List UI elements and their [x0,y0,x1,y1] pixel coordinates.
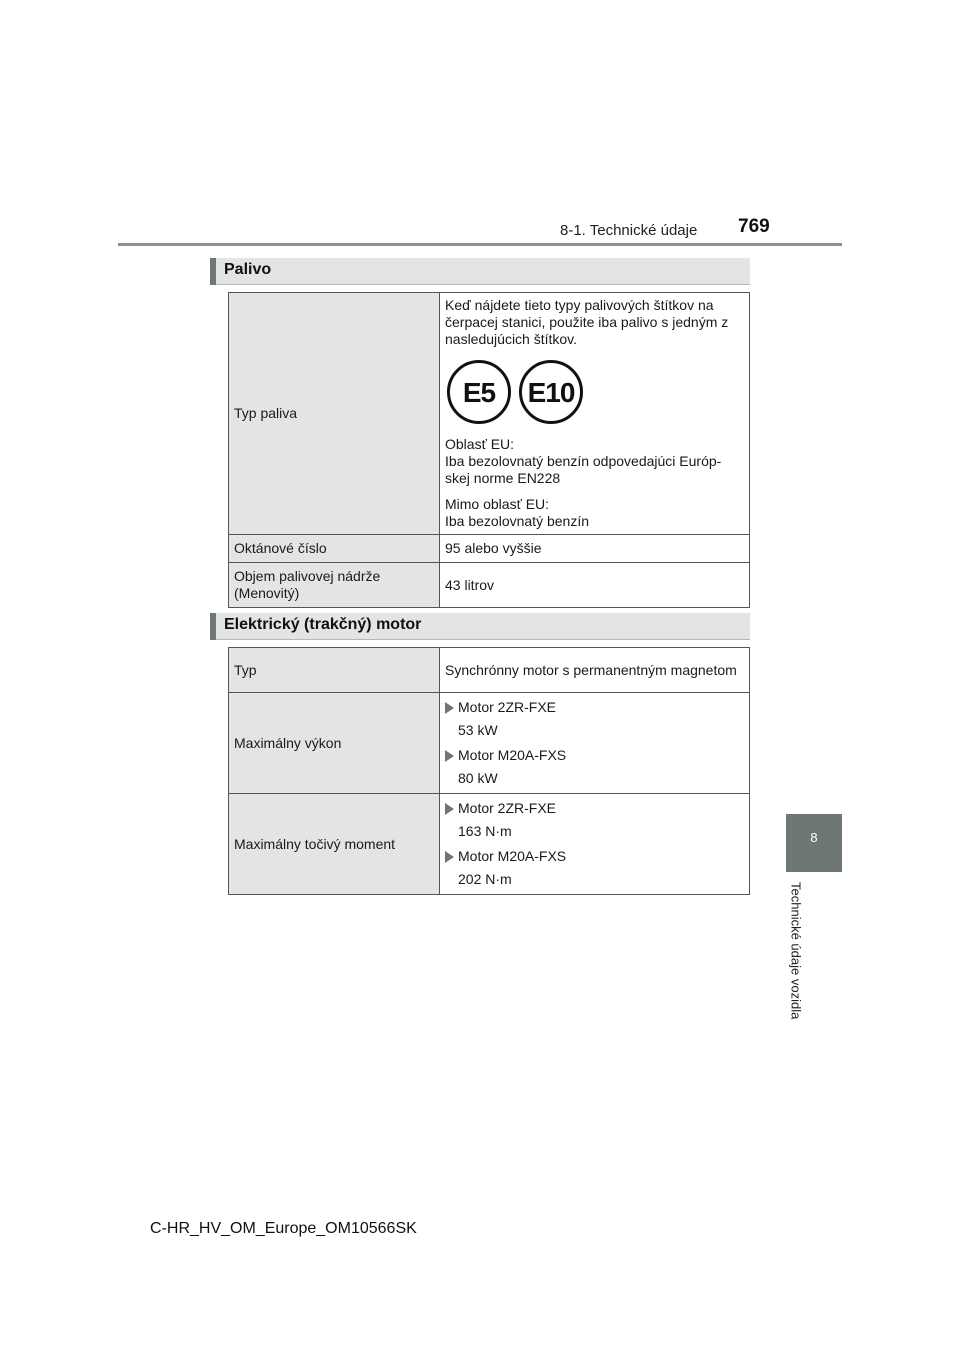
engine-name: Motor M20A-FXS [458,747,567,763]
bullet-triangle-icon [445,702,454,714]
motor-spec-table [228,647,750,895]
table-row [229,693,750,794]
list-item [445,747,744,764]
bullet-triangle-icon [445,803,454,815]
engine-name: Motor 2ZR-FXE [458,800,557,816]
section-heading-fuel [210,258,750,285]
tank-label: Objem palivovej nádrže (Menovitý) [229,563,440,608]
fuel-type-intro: Keď nájdete tieto typy palivových štítkov na čerpacej stanici, použite iba palivo s jedným z nasledujúcich štítkov. [445,297,729,347]
section-heading-text: Elektrický (trakčný) motor [224,616,422,633]
max-power-label: Maximálny výkon [229,693,440,794]
chapter-label [786,882,806,1042]
fuel-label-e5-icon: E5 [447,360,511,424]
motor-type-label: Typ [229,648,440,693]
eu-note [445,436,744,487]
eu-heading: Oblasť EU: [445,436,515,452]
section-heading-marker [210,258,216,285]
chapter-label-text: Technické údaje vozidla [788,882,804,1020]
fuel-label-e10-icon: E10 [519,360,583,424]
section-heading-text: Palivo [224,261,272,278]
table-row [229,794,750,895]
table-row [229,648,750,693]
max-torque-value [440,794,750,895]
motor-type-value: Synchrónny motor s permanentným magnetom [440,648,750,693]
engine-name: Motor M20A-FXS [458,848,567,864]
footer-doc-id: C-HR_HV_OM_Europe_OM10566SK [150,1220,417,1237]
non-eu-heading: Mimo oblasť EU: [445,496,550,512]
bullet-triangle-icon [445,750,454,762]
table-row [229,535,750,563]
max-power-value [440,693,750,794]
eu-text: Iba bezolovnatý benzín odpovedajúci Európ-skej norme EN228 [445,453,722,486]
table-row [229,293,750,535]
section-heading-marker [210,613,216,640]
bullet-triangle-icon [445,851,454,863]
page-number: 769 [738,216,770,237]
octane-label: Oktánové číslo [229,535,440,563]
section-heading-motor [210,613,750,640]
engine-value: 163 N·m [458,823,512,839]
list-item [445,699,744,716]
list-item [445,800,744,817]
max-torque-label: Maximálny točivý moment [229,794,440,895]
list-item [445,848,744,865]
chapter-tab[interactable]: 8 [786,814,842,872]
engine-value: 202 N·m [458,871,512,887]
header-divider [118,243,842,246]
fuel-type-label: Typ paliva [229,293,440,535]
fuel-spec-table [228,292,750,608]
fuel-label-group [447,360,744,424]
octane-value: 95 alebo vyššie [440,535,750,563]
engine-value: 80 kW [458,770,498,786]
engine-value: 53 kW [458,722,498,738]
fuel-type-value [440,293,750,535]
table-row [229,563,750,608]
non-eu-note [445,496,744,530]
non-eu-text: Iba bezolovnatý benzín [445,513,589,529]
header-section-title: 8-1. Technické údaje [560,222,698,239]
engine-name: Motor 2ZR-FXE [458,699,557,715]
tank-value: 43 litrov [440,563,750,608]
